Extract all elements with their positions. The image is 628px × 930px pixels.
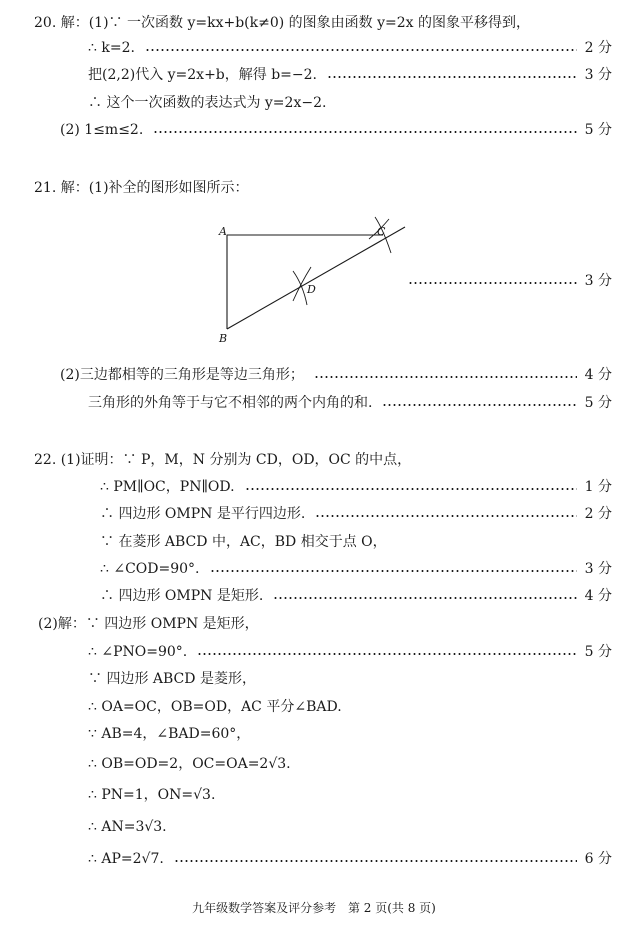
label-A: A xyxy=(219,225,227,238)
q20-line-3-text: 把(2,2)代入 y=2x+b，解得 b=−2. xyxy=(88,67,318,83)
score-label: 5 分 xyxy=(584,122,612,138)
q22-line-13-text: ∴ PN=1，ON=√3. xyxy=(88,787,216,803)
score-label: 1 分 xyxy=(584,479,612,495)
triangle-figure xyxy=(205,205,415,350)
q22-line-12-text: ∴ OB=OD=2，OC=OA=2√3. xyxy=(88,756,291,772)
score-label: 3 分 xyxy=(584,561,612,577)
score-label: 4 分 xyxy=(584,588,612,604)
q21-figure-score xyxy=(408,270,612,292)
q20-line-4 xyxy=(88,92,612,114)
q22-line-7 xyxy=(38,613,594,635)
q21-line-1-text: 21. 解：(1)补全的图形如图所示： xyxy=(34,180,249,196)
q22-line-4 xyxy=(100,531,612,553)
ray-BC xyxy=(227,227,405,329)
page-footer xyxy=(0,898,628,918)
q22-line-13 xyxy=(88,784,612,806)
q21-line-2-text: (2)三边都相等的三角形是等边三角形； xyxy=(60,367,304,383)
dot-leader xyxy=(273,597,576,599)
q22-line-9-text: ∵ 四边形 ABCD 是菱形， xyxy=(88,671,256,687)
footer-title: 九年级数学答案及评分参考 xyxy=(192,901,337,915)
q20-line-5-text: (2) 1≤m≤2. xyxy=(60,122,144,138)
score-label: 3 分 xyxy=(584,67,612,83)
label-C: C xyxy=(377,225,386,238)
score-label: 2 分 xyxy=(584,40,612,56)
q22-line-15 xyxy=(88,848,612,870)
dot-leader xyxy=(327,76,577,78)
dot-leader xyxy=(314,376,577,378)
label-B: B xyxy=(219,332,228,345)
q22-line-4-text: ∵ 在菱形 ABCD 中，AC，BD 相交于点 O， xyxy=(100,534,387,550)
score-label: 5 分 xyxy=(584,395,612,411)
q22-line-14-text: ∴ AN=3√3. xyxy=(88,819,167,835)
footer-page-number: 第 2 页(共 8 页) xyxy=(347,901,436,915)
q22-line-1-text: 22. (1)证明：∵ P，M，N 分别为 CD，OD，OC 的中点， xyxy=(34,452,412,468)
score-label: 4 分 xyxy=(584,367,612,383)
q20-line-2-text: ∴ k=2. xyxy=(88,40,135,56)
score-label: 2 分 xyxy=(584,506,612,522)
dot-leader xyxy=(408,282,577,284)
q22-line-8 xyxy=(88,641,612,663)
dot-leader xyxy=(174,860,577,862)
dot-leader xyxy=(145,49,577,51)
q22-line-5 xyxy=(100,558,612,580)
score-label: 3 分 xyxy=(584,273,612,289)
dot-leader xyxy=(382,404,576,406)
q22-line-2-text: ∴ PM∥OC，PN∥OD. xyxy=(100,479,235,495)
q20-line-3 xyxy=(88,64,612,86)
q22-line-7-text: (2)解：∵ 四边形 OMPN 是矩形， xyxy=(38,616,259,632)
q22-line-11 xyxy=(88,723,612,745)
q21-line-3 xyxy=(88,392,612,414)
score-label: 6 分 xyxy=(584,851,612,867)
q20-line-1-text: 20. 解：(1)∵ 一次函数 y=kx+b(k≠0) 的图象由函数 y=2x 的图象平移得到， xyxy=(34,15,530,31)
q20-line-5 xyxy=(60,119,612,141)
dot-leader xyxy=(245,488,577,490)
q22-line-6-text: ∴ 四边形 OMPN 是矩形. xyxy=(100,588,264,604)
q22-line-10 xyxy=(88,696,612,718)
q22-line-14 xyxy=(88,816,612,838)
q22-line-3 xyxy=(100,503,612,525)
q22-line-15-text: ∴ AP=2√7. xyxy=(88,851,164,867)
q22-line-3-text: ∴ 四边形 OMPN 是平行四边形. xyxy=(100,506,306,522)
q22-line-9 xyxy=(88,668,612,690)
q21-line-2 xyxy=(60,364,612,386)
q22-line-6 xyxy=(100,585,612,607)
q20-line-1 xyxy=(34,12,594,34)
q22-line-5-text: ∴ ∠COD=90°. xyxy=(100,561,200,577)
q21-line-1 xyxy=(34,177,594,199)
dot-leader xyxy=(210,570,577,572)
q22-line-1 xyxy=(34,449,594,471)
dot-leader xyxy=(315,515,576,517)
score-label: 5 分 xyxy=(584,644,612,660)
arc-D-1 xyxy=(293,271,307,305)
q22-line-10-text: ∴ OA=OC，OB=OD，AC 平分∠BAD. xyxy=(88,699,342,715)
q20-line-2 xyxy=(88,37,612,59)
q20-line-4-text: ∴ 这个一次函数的表达式为 y=2x−2. xyxy=(88,95,327,111)
q21-line-3-text: 三角形的外角等于与它不相邻的两个内角的和. xyxy=(88,395,373,411)
dot-leader xyxy=(153,131,576,133)
q22-line-8-text: ∴ ∠PNO=90°. xyxy=(88,644,188,660)
q22-line-12 xyxy=(88,753,612,775)
q22-line-11-text: ∵ AB=4，∠BAD=60°， xyxy=(88,726,251,742)
dot-leader xyxy=(197,653,576,655)
label-D: D xyxy=(307,283,316,296)
q22-line-2 xyxy=(100,476,612,498)
